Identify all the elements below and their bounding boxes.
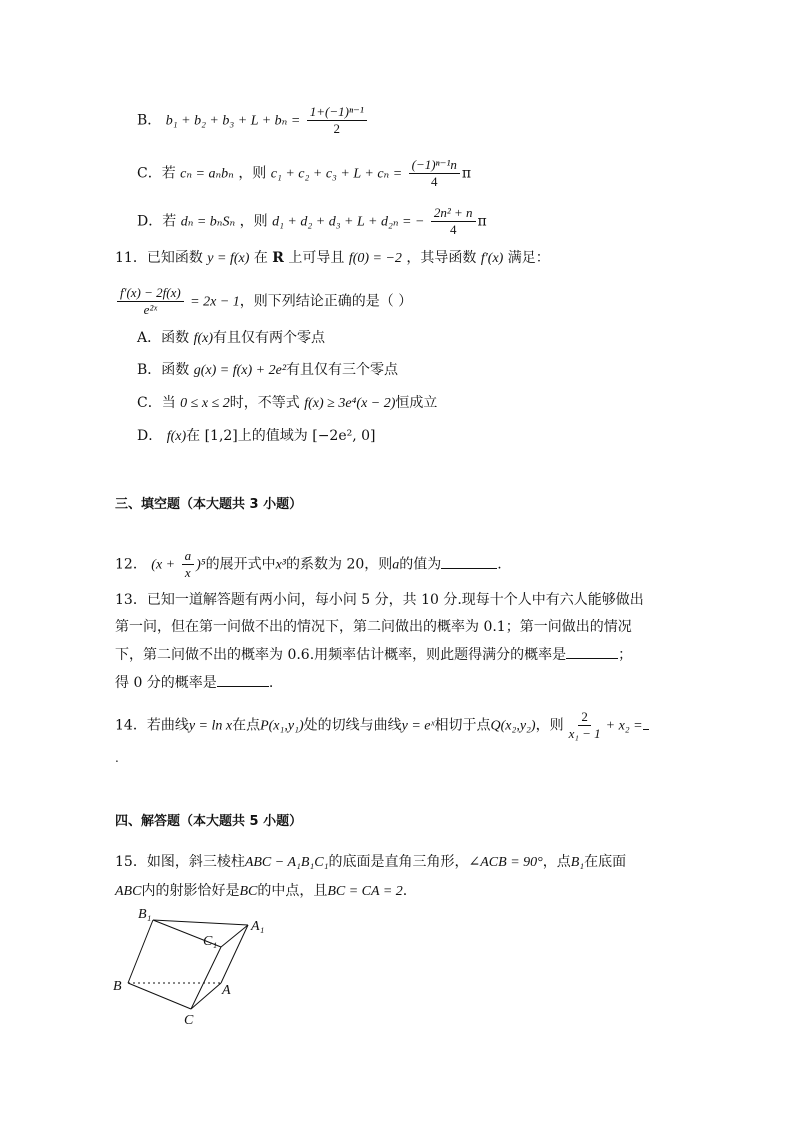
q12-fraction: $\frac{a}{x}$: [182, 548, 195, 581]
q14: 14．若曲线y = ln x在点P(x₁,y₁)处的切线与曲线y = eˣ相切于点Q(x₂,y₂)，则 $\frac{2}{\text{x₁ − 1}}$ + x₂ =: [115, 709, 649, 742]
q13-line-2: 第一问，但在第一问做不出的情况下，第二问做出的概率为 0.1；第一问做出的情况: [115, 619, 632, 635]
edge-b1-a1: [153, 920, 248, 925]
label-c1: C₁: [203, 934, 218, 949]
label-a: A: [222, 983, 231, 998]
edge-c-a: [191, 983, 221, 1009]
label-a1: A₁: [251, 919, 265, 934]
edge-a1-a: [221, 925, 248, 983]
q12-answer-blank[interactable]: [441, 554, 497, 569]
q13-line-3: 下，第二问做不出的概率为 0.6.用频率估计概率，则此题得满分的概率是 ；: [115, 644, 632, 665]
label-b1: B₁: [138, 907, 152, 922]
label-c: C: [184, 1013, 194, 1028]
section-4-heading: 四、解答题（本大题共 5 小题）: [115, 814, 303, 829]
label-b: B: [113, 979, 122, 994]
q14-answer-blank[interactable]: [643, 715, 649, 730]
q11-stem-line-1: 11．已知函数 y = f(x) 在 R 上可导且 f(0) = −2 ，其导函数 f′(x) 满足：: [115, 250, 550, 266]
q10-option-c: C．若 cₙ = aₙbₙ ，则 c₁ + c₂ + c₃ + L + cₙ = $\frac{\text{(−1)ⁿ⁻¹n}}{4}$ π: [137, 157, 472, 189]
edge-b1-b: [128, 920, 153, 983]
q14-trailing-dot: .: [115, 751, 119, 765]
q10-option-d: D．若 dₙ = bₙSₙ ，则 d₁ + d₂ + d₃ + L + d₂ₙ = − $\frac{\text{2n² + n}}{4}$ π: [137, 205, 487, 237]
q10-option-b: B． b₁ + b₂ + b₃ + L + bₙ = $\frac{\text{1+(−1)ⁿ⁻¹}}{2}$: [137, 104, 369, 137]
q15-line-2: ABC内的射影恰好是BC的中点，且BC = CA = 2.: [115, 883, 408, 899]
q10-option-c-fraction: $\frac{\text{(−1)ⁿ⁻¹n}}{4}$: [409, 157, 460, 190]
q11-option-a: A．函数 f(x)有且仅有两个零点: [137, 330, 326, 346]
edge-c1-c: [191, 947, 221, 1009]
q10-option-d-fraction: $\frac{\text{2n² + n}}{4}$: [431, 205, 476, 238]
q14-fraction: $\frac{2}{\text{x₁ − 1}}$: [568, 709, 601, 741]
q11-stem-line-2: $\frac{f'(x) - 2f(x)}{\text{e²ˣ}}$ = 2x − 1，则下列结论正确的是（ ）: [115, 285, 412, 318]
prism-figure: [108, 900, 288, 1030]
q15-line-1: 15．如图，斜三棱柱ABC − A₁B₁C₁的底面是直角三角形，∠ACB = 90°，点B₁在底面: [115, 854, 627, 870]
q11-option-b: B．函数 g(x) = f(x) + 2e²有且仅有三个零点: [137, 362, 399, 378]
q11-condition-fraction: $\frac{f'(x) - 2f(x)}{\text{e²ˣ}}$: [117, 285, 184, 318]
q11-option-d: D． f(x)在 [1,2]上的值域为 [−2e², 0]: [137, 428, 376, 444]
q13-answer-blank-2[interactable]: [217, 672, 269, 687]
edge-c1-a1: [221, 925, 248, 947]
q13-line-4: 得 0 分的概率是 .: [115, 672, 273, 693]
q12: 12． (x + $\frac{a}{x}$ )⁵的展开式中x³的系数为 20，则a的值为 .: [115, 548, 502, 580]
q13-answer-blank-1[interactable]: [566, 644, 618, 659]
section-3-heading: 三、填空题（本大题共 3 小题）: [115, 497, 303, 512]
q11-option-c: C．当 0 ≤ x ≤ 2时，不等式 f(x) ≥ 3e⁴(x − 2)恒成立: [137, 395, 438, 411]
q10-option-b-fraction: $\frac{\text{1+(−1)ⁿ⁻¹}}{2}$: [307, 104, 367, 137]
q13-line-1: 13．已知一道解答题有两小问，每小问 5 分，共 10 分.现每十个人中有六人能够做出: [115, 592, 644, 608]
edge-b-c: [128, 983, 191, 1009]
